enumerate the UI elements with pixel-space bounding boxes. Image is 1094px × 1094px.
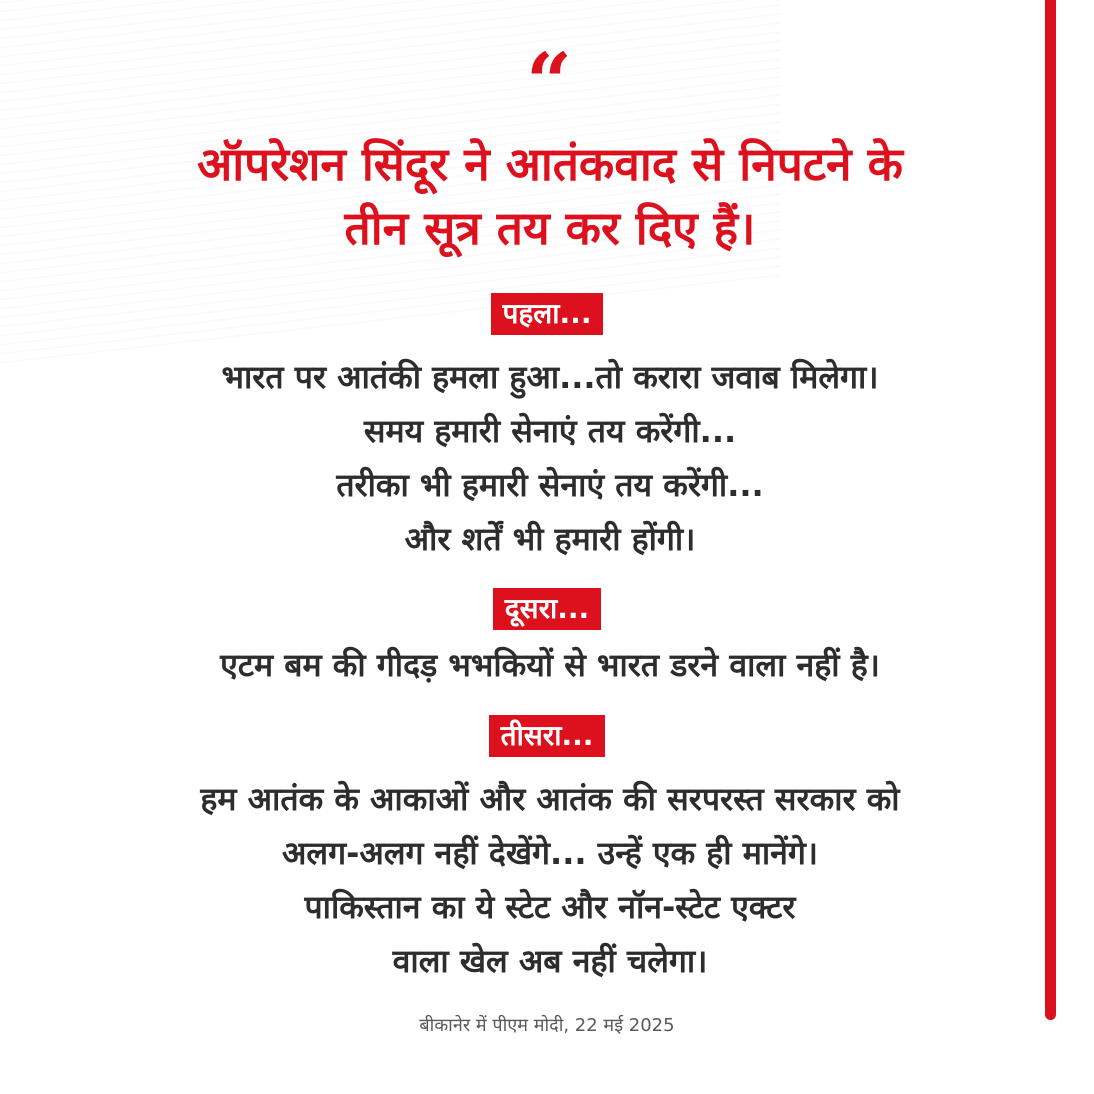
section-second-label xyxy=(0,588,1094,630)
body-line: हम आतंक के आकाओं और आतंक की सरपरस्त सरकार को xyxy=(200,780,900,818)
accent-side-bar xyxy=(1045,0,1056,1020)
body-line: वाला खेल अब नहीं चलेगा। xyxy=(392,942,708,980)
section-first-label xyxy=(0,293,1094,335)
body-line: और शर्तें भी हमारी होंगी। xyxy=(404,520,696,558)
section-third-body xyxy=(60,772,1040,988)
headline xyxy=(60,132,1040,260)
body-line: अलग-अलग नहीं देखेंगे... उन्हें एक ही मानेंगे। xyxy=(281,834,819,872)
body-line: एटम बम की गीदड़ भभकियों से भारत डरने वाला नहीं है। xyxy=(220,646,880,684)
label-badge: तीसरा... xyxy=(489,715,606,757)
label-badge: दूसरा... xyxy=(493,588,601,630)
body-line: समय हमारी सेनाएं तय करेंगी... xyxy=(363,412,737,450)
body-line: पाकिस्तान का ये स्टेट और नॉन-स्टेट एक्टर xyxy=(304,888,796,926)
quote-mark-icon: “ xyxy=(525,35,568,129)
label-badge: पहला... xyxy=(491,293,604,335)
section-first-body xyxy=(60,350,1040,566)
section-third-label xyxy=(0,715,1094,757)
headline-line: तीन सूत्र तय कर दिए हैं। xyxy=(344,201,756,255)
body-line: भारत पर आतंकी हमला हुआ...तो करारा जवाब मिलेगा। xyxy=(221,358,879,396)
section-second-body xyxy=(60,638,1040,692)
headline-line: ऑपरेशन सिंदूर ने आतंकवाद से निपटने के xyxy=(197,137,903,191)
attribution-footer: बीकानेर में पीएम मोदी, 22 मई 2025 xyxy=(419,1015,675,1036)
body-line: तरीका भी हमारी सेनाएं तय करेंगी... xyxy=(336,466,764,504)
